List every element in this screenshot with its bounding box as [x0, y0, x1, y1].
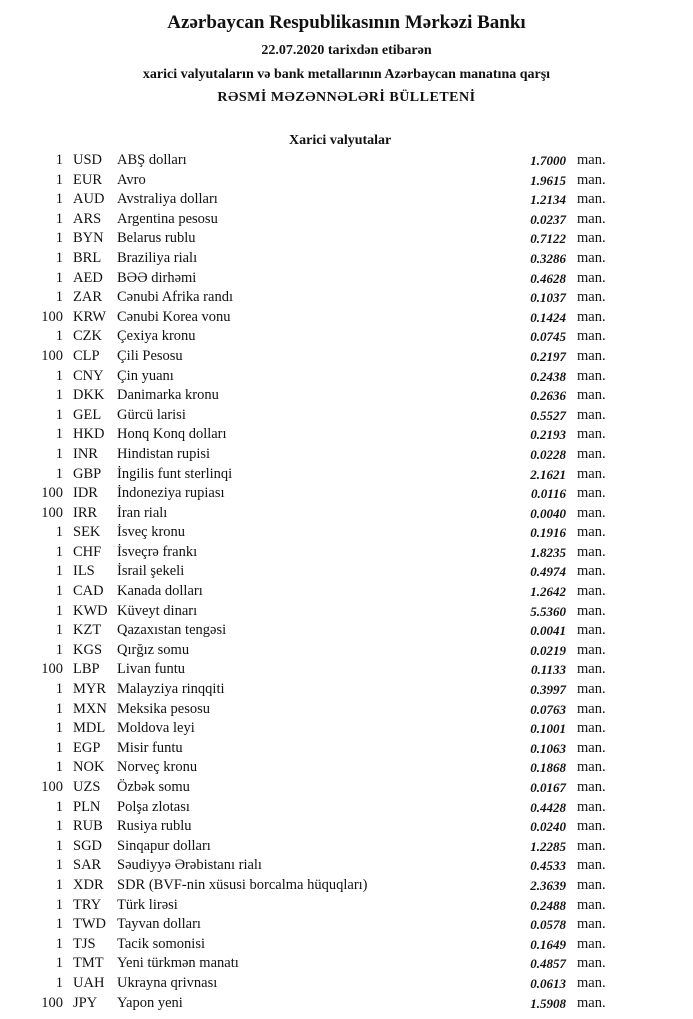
currency-name: Yapon yeni	[117, 994, 183, 1011]
exchange-rate: 0.2197	[530, 348, 566, 364]
currency-unit-label: man.	[577, 387, 606, 404]
currency-unit-label: man.	[577, 720, 606, 737]
currency-code: EGP	[73, 739, 101, 756]
exchange-rate: 0.5527	[530, 407, 566, 423]
currency-code: CZK	[73, 328, 102, 345]
unit-cell: 100	[41, 661, 63, 678]
rate-row	[0, 798, 693, 818]
rate-row	[0, 386, 693, 406]
currency-name: Honq Konq dolları	[117, 426, 227, 443]
exchange-rate: 1.2134	[530, 192, 566, 208]
currency-unit-label: man.	[577, 641, 606, 658]
currency-code: TMT	[73, 955, 104, 972]
currency-unit-label: man.	[577, 308, 606, 325]
currency-unit-label: man.	[577, 152, 606, 168]
currency-name: İsrail şekeli	[117, 563, 185, 580]
currency-unit-label: man.	[577, 563, 606, 580]
currency-code: AED	[73, 269, 103, 286]
currency-code: IDR	[73, 485, 98, 502]
rate-row	[0, 582, 693, 602]
exchange-rate: 2.3639	[530, 877, 566, 893]
rate-row	[0, 660, 693, 680]
rate-row	[0, 739, 693, 759]
exchange-rate: 0.4974	[530, 564, 566, 580]
exchange-rate: 0.0116	[530, 486, 566, 502]
rate-row	[0, 406, 693, 426]
currency-name: Polşa zlotası	[117, 798, 190, 815]
unit-cell: 1	[55, 543, 63, 560]
exchange-rate: 0.0237	[530, 211, 566, 227]
exchange-rate: 5.5360	[530, 603, 566, 619]
currency-name: İran rialı	[117, 504, 168, 521]
unit-cell: 1	[55, 524, 63, 541]
currency-unit-label: man.	[577, 465, 606, 482]
unit-cell: 1	[55, 387, 63, 404]
currency-code: MDL	[73, 720, 106, 737]
currency-code: XDR	[73, 876, 104, 893]
currency-name: Moldova leyi	[117, 720, 195, 737]
rate-row	[0, 994, 693, 1014]
unit-cell: 1	[55, 759, 63, 776]
currency-code: ARS	[73, 210, 102, 227]
currency-code: KRW	[73, 308, 107, 325]
unit-cell: 1	[55, 700, 63, 717]
currency-unit-label: man.	[577, 426, 606, 443]
currency-unit-label: man.	[577, 994, 606, 1011]
rate-row	[0, 229, 693, 249]
rate-row	[0, 151, 693, 171]
unit-cell: 1	[55, 269, 63, 286]
rate-row	[0, 347, 693, 367]
exchange-rate: 0.0763	[530, 701, 566, 717]
unit-cell: 1	[55, 249, 63, 266]
currency-name: Danimarka kronu	[117, 387, 219, 404]
unit-cell: 1	[55, 445, 63, 462]
currency-code: MXN	[73, 700, 107, 717]
currency-name: Çexiya kronu	[117, 328, 196, 345]
currency-unit-label: man.	[577, 739, 606, 756]
unit-cell: 1	[55, 622, 63, 639]
currency-code: UAH	[73, 974, 105, 991]
currency-name: Avstraliya dolları	[117, 191, 218, 208]
currency-name: Rusiya rublu	[117, 818, 192, 835]
currency-unit-label: man.	[577, 681, 606, 698]
unit-cell: 1	[55, 641, 63, 658]
currency-unit-label: man.	[577, 504, 606, 521]
unit-cell: 1	[55, 916, 63, 933]
effective-date: 22.07.2020 tarixdən etibarən	[261, 43, 432, 58]
currency-code: CLP	[73, 347, 100, 364]
rate-row	[0, 758, 693, 778]
exchange-rate: 0.3286	[530, 250, 566, 266]
rate-row	[0, 680, 693, 700]
currency-unit-label: man.	[577, 974, 606, 991]
currency-name: Hindistan rupisi	[117, 445, 211, 462]
currency-code: KZT	[73, 622, 102, 639]
exchange-rate: 0.4857	[530, 956, 566, 972]
unit-cell: 1	[55, 720, 63, 737]
unit-cell: 1	[55, 289, 63, 306]
unit-cell: 1	[55, 857, 63, 874]
rate-row	[0, 210, 693, 230]
exchange-rate: 0.2193	[530, 427, 566, 443]
currency-code: HKD	[73, 426, 105, 443]
exchange-rate: 0.4533	[530, 858, 566, 874]
rate-row	[0, 543, 693, 563]
currency-code: SEK	[73, 524, 101, 541]
currency-code: CHF	[73, 543, 102, 560]
currency-code: BRL	[73, 249, 102, 266]
unit-cell: 100	[41, 504, 63, 521]
currency-code: TWD	[73, 916, 107, 933]
currency-unit-label: man.	[577, 347, 606, 364]
currency-code: GBP	[73, 465, 102, 482]
currency-code: MYR	[73, 681, 107, 698]
currency-code: JPY	[73, 994, 98, 1011]
currency-name: Çin yuanı	[117, 367, 174, 384]
exchange-rate: 0.4628	[530, 270, 566, 286]
exchange-rate: 0.1001	[530, 721, 566, 737]
rate-row	[0, 504, 693, 524]
rate-row	[0, 837, 693, 857]
unit-cell: 1	[55, 896, 63, 913]
currency-name: Cənubi Korea vonu	[117, 308, 231, 325]
currency-unit-label: man.	[577, 602, 606, 619]
rate-row	[0, 425, 693, 445]
currency-unit-label: man.	[577, 935, 606, 952]
currency-code: ZAR	[73, 289, 102, 306]
rate-row	[0, 171, 693, 191]
currency-code: CAD	[73, 583, 104, 600]
unit-cell: 1	[55, 876, 63, 893]
rate-row	[0, 856, 693, 876]
exchange-rate: 0.2488	[530, 897, 566, 913]
currency-unit-label: man.	[577, 798, 606, 815]
currency-name: Sinqapur dolları	[117, 837, 211, 854]
currency-code: GEL	[73, 406, 102, 423]
unit-cell: 1	[55, 739, 63, 756]
currency-name: Qazaxıstan tengəsi	[117, 622, 227, 639]
exchange-rate: 0.1063	[530, 740, 566, 756]
exchange-rate: 0.0228	[530, 446, 566, 462]
currency-name: Tacik somonisi	[117, 935, 205, 952]
currency-unit-label: man.	[577, 269, 606, 286]
exchange-rate: 0.0240	[530, 819, 566, 835]
exchange-rate: 0.1037	[530, 290, 566, 306]
currency-code: DKK	[73, 387, 105, 404]
rate-row	[0, 484, 693, 504]
unit-cell: 1	[55, 974, 63, 991]
currency-unit-label: man.	[577, 328, 606, 345]
currency-code: NOK	[73, 759, 105, 776]
unit-cell: 1	[55, 328, 63, 345]
rate-row	[0, 367, 693, 387]
currency-unit-label: man.	[577, 289, 606, 306]
currency-code: EUR	[73, 171, 102, 188]
unit-cell: 1	[55, 935, 63, 952]
currency-name: Misir funtu	[117, 739, 183, 756]
unit-cell: 1	[55, 191, 63, 208]
exchange-rate: 0.0745	[530, 329, 566, 345]
rate-row	[0, 562, 693, 582]
rate-row	[0, 445, 693, 465]
unit-cell: 100	[41, 308, 63, 325]
currency-name: Kanada dolları	[117, 583, 203, 600]
exchange-rate: 1.2285	[530, 838, 566, 854]
rate-row	[0, 602, 693, 622]
currency-name: Belarus rublu	[117, 230, 196, 247]
currency-unit-label: man.	[577, 837, 606, 854]
rate-row	[0, 719, 693, 739]
currency-name: Meksika pesosu	[117, 700, 211, 717]
exchange-rate: 1.2642	[530, 584, 566, 600]
currency-unit-label: man.	[577, 485, 606, 502]
exchange-rate: 0.0578	[530, 917, 566, 933]
currency-name: Norveç kronu	[117, 759, 198, 776]
currency-unit-label: man.	[577, 700, 606, 717]
currency-code: SAR	[73, 857, 102, 874]
unit-cell: 1	[55, 563, 63, 580]
rate-row	[0, 778, 693, 798]
currency-unit-label: man.	[577, 445, 606, 462]
currency-code: CNY	[73, 367, 104, 384]
currency-unit-label: man.	[577, 622, 606, 639]
currency-name: Özbək somu	[117, 779, 190, 795]
exchange-rate: 1.7000	[530, 153, 566, 168]
currency-code: PLN	[73, 798, 101, 815]
exchange-rate: 1.8235	[530, 544, 566, 560]
currency-name: İngilis funt sterlinqi	[117, 465, 233, 482]
currency-unit-label: man.	[577, 249, 606, 266]
currency-code: TJS	[73, 935, 96, 952]
rate-row	[0, 621, 693, 641]
currency-unit-label: man.	[577, 955, 606, 972]
rate-row	[0, 327, 693, 347]
currency-code: UZS	[73, 779, 101, 795]
rate-row	[0, 249, 693, 269]
exchange-rate: 2.1621	[530, 466, 566, 482]
currency-unit-label: man.	[577, 818, 606, 835]
currency-name: Küveyt dinarı	[117, 602, 198, 619]
currency-name: Çili Pesosu	[117, 347, 183, 364]
currency-code: KGS	[73, 641, 103, 658]
unit-cell: 100	[41, 347, 63, 364]
currency-unit-label: man.	[577, 779, 606, 795]
currency-code: KWD	[73, 602, 108, 619]
exchange-rate: 0.1868	[530, 760, 566, 776]
unit-cell: 1	[55, 406, 63, 423]
currency-unit-label: man.	[577, 210, 606, 227]
rate-row	[0, 915, 693, 935]
exchange-rate: 1.9615	[530, 172, 566, 188]
rate-row	[0, 954, 693, 974]
exchange-rate: 0.7122	[530, 231, 566, 247]
bulletin-subtitle: xarici valyutaların və bank metallarının Azərbaycan manatına qarşı	[142, 67, 551, 82]
exchange-rate: 0.1133	[530, 662, 566, 678]
currency-name: Türk lirəsi	[117, 896, 178, 913]
rate-row	[0, 269, 693, 289]
exchange-rate: 0.3997	[530, 682, 566, 698]
rate-row	[0, 308, 693, 328]
rate-row	[0, 935, 693, 955]
currency-unit-label: man.	[577, 191, 606, 208]
currency-name: BƏƏ dirhəmi	[117, 269, 197, 286]
exchange-rate: 0.2636	[530, 388, 566, 404]
currency-unit-label: man.	[577, 171, 606, 188]
exchange-rate: 0.0167	[530, 780, 566, 795]
rate-row	[0, 817, 693, 837]
currency-code: USD	[73, 152, 103, 168]
exchange-rate: 0.2438	[530, 368, 566, 384]
rate-row	[0, 641, 693, 661]
unit-cell: 1	[55, 837, 63, 854]
unit-cell: 1	[55, 210, 63, 227]
currency-unit-label: man.	[577, 661, 606, 678]
currency-name: Malayziya rinqqiti	[117, 681, 225, 698]
unit-cell: 1	[55, 426, 63, 443]
currency-unit-label: man.	[577, 759, 606, 776]
rate-row	[0, 288, 693, 308]
currency-name: Yeni türkmən manatı	[117, 955, 239, 972]
rate-row	[0, 523, 693, 543]
currency-name: Livan funtu	[117, 661, 186, 678]
currency-name: SDR (BVF-nin xüsusi borcalma hüquqları)	[117, 876, 368, 893]
currency-name: İsveçrə frankı	[117, 543, 198, 560]
currency-code: INR	[73, 445, 98, 462]
unit-cell: 1	[55, 798, 63, 815]
currency-unit-label: man.	[577, 406, 606, 423]
unit-cell: 1	[55, 583, 63, 600]
bulletin-title: RƏSMİ MƏZƏNNƏLƏRİ BÜLLETENİ	[217, 90, 476, 105]
rate-row	[0, 465, 693, 485]
currency-unit-label: man.	[577, 524, 606, 541]
unit-cell: 1	[55, 818, 63, 835]
currency-unit-label: man.	[577, 230, 606, 247]
exchange-rate: 0.4428	[530, 799, 566, 815]
currency-name: Qırğız somu	[117, 641, 190, 658]
exchange-rate: 0.0219	[530, 642, 566, 658]
section-title: Xarici valyutalar	[289, 133, 392, 148]
currency-name: İsveç kronu	[117, 524, 186, 541]
rate-row	[0, 974, 693, 994]
currency-code: ILS	[73, 563, 95, 580]
currency-name: ABŞ dolları	[117, 152, 187, 168]
currency-name: Braziliya rialı	[117, 249, 198, 266]
currency-name: İndoneziya rupiası	[117, 485, 225, 502]
exchange-rate: 0.1916	[530, 525, 566, 541]
rate-row	[0, 700, 693, 720]
exchange-rate: 0.0041	[530, 623, 566, 639]
bank-title: Azərbaycan Respublikasının Mərkəzi Bankı	[167, 12, 526, 33]
rates-table	[0, 151, 693, 1013]
unit-cell: 100	[41, 779, 63, 795]
currency-unit-label: man.	[577, 857, 606, 874]
rate-row	[0, 190, 693, 210]
unit-cell: 1	[55, 602, 63, 619]
unit-cell: 1	[55, 171, 63, 188]
currency-name: Tayvan dolları	[117, 916, 201, 933]
exchange-rate: 0.0613	[530, 975, 566, 991]
currency-name: Argentina pesosu	[117, 210, 218, 227]
exchange-rate: 0.1649	[530, 936, 566, 952]
currency-unit-label: man.	[577, 583, 606, 600]
currency-unit-label: man.	[577, 876, 606, 893]
exchange-rate: 1.5908	[530, 995, 566, 1011]
currency-name: Səudiyyə Ərəbistanı rialı	[117, 857, 262, 874]
currency-code: AUD	[73, 191, 105, 208]
unit-cell: 1	[55, 465, 63, 482]
currency-name: Gürcü larisi	[117, 406, 186, 423]
currency-code: SGD	[73, 837, 103, 854]
currency-unit-label: man.	[577, 916, 606, 933]
unit-cell: 1	[55, 681, 63, 698]
unit-cell: 100	[41, 485, 63, 502]
currency-name: Avro	[117, 171, 146, 188]
exchange-rate: 0.0040	[530, 505, 566, 521]
rate-row	[0, 896, 693, 916]
unit-cell: 1	[55, 230, 63, 247]
unit-cell: 100	[41, 994, 63, 1011]
exchange-rate: 0.1424	[530, 309, 566, 325]
currency-code: TRY	[73, 896, 102, 913]
currency-unit-label: man.	[577, 896, 606, 913]
currency-unit-label: man.	[577, 543, 606, 560]
unit-cell: 1	[55, 152, 63, 168]
currency-code: IRR	[73, 504, 98, 521]
currency-code: BYN	[73, 230, 104, 247]
currency-name: Ukrayna qrivnası	[117, 974, 218, 991]
rate-row	[0, 876, 693, 896]
unit-cell: 1	[55, 367, 63, 384]
currency-code: RUB	[73, 818, 103, 835]
unit-cell: 1	[55, 955, 63, 972]
currency-code: LBP	[73, 661, 100, 678]
currency-name: Cənubi Afrika randı	[117, 289, 233, 306]
currency-unit-label: man.	[577, 367, 606, 384]
